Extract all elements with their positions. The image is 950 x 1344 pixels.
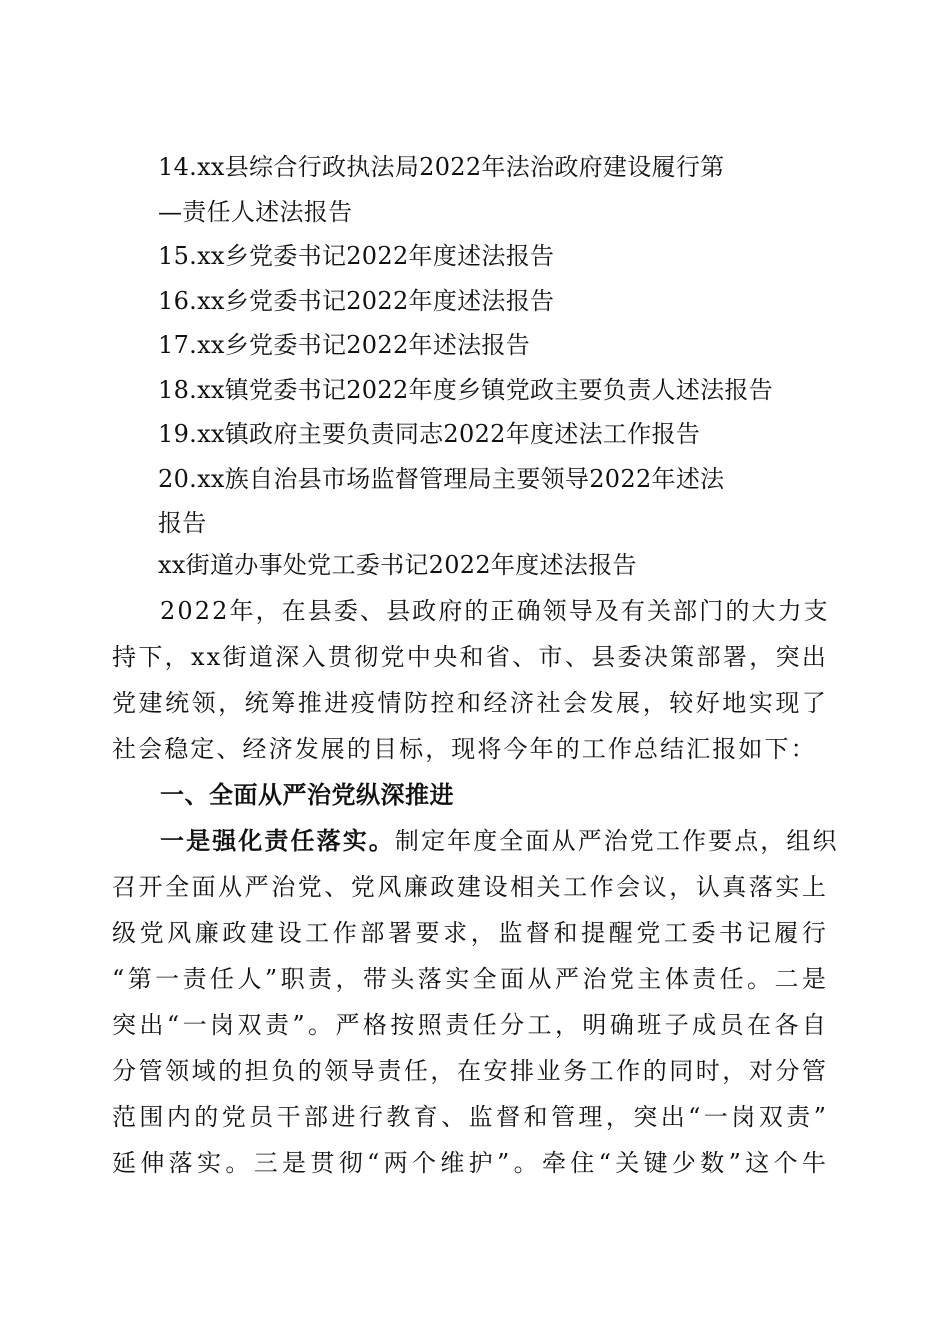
paragraph-line: 党建统领，统筹推进疫情防控和经济社会发展，较好地实现了 (112, 689, 828, 717)
paragraph-line: 延伸落实。三是贯彻“两个维护”。牵住“关键少数”这个牛 (112, 1149, 828, 1177)
list-item: 16.xx乡党委书记2022年度述法报告 (158, 286, 555, 315)
intro-paragraph (112, 588, 828, 772)
paragraph-line: 持下，xx街道深入贯彻党中央和省、市、县委决策部署，突出 (112, 643, 828, 671)
paragraph-line: 召开全面从严治党、党风廉政建设相关工作会议，认真落实上 (112, 873, 828, 901)
list-item: 15.xx乡党委书记2022年度述法报告 (158, 242, 555, 270)
section-paragraph (112, 818, 839, 1186)
paragraph-line: 突出“一岗双责”。严格按照责任分工，明确班子成员在各自 (112, 1011, 828, 1039)
list-item: 17.xx乡党委书记2022年述法报告 (158, 331, 531, 359)
report-list (158, 145, 838, 546)
paragraph-line: 范围内的党员干部进行教育、监督和管理，突出“一岗双责” (112, 1103, 828, 1131)
paragraph-line: “第一责任人”职责，带头落实全面从严治党主体责任。二是 (112, 965, 828, 993)
paragraph-line: 社会稳定、经济发展的目标，现将今年的工作总结汇报如下： (112, 735, 817, 763)
paragraph-text: 制定年度全面从严治党工作要点，组织 (394, 827, 839, 855)
list-item: 20.xx族自治县市场监督管理局主要领导2022年述法 (158, 464, 725, 493)
paragraph-line: 2022年，在县委、县政府的正确领导及有关部门的大力支 (160, 597, 830, 625)
section-heading: 一、全面从严治党纵深推进 (160, 781, 454, 809)
list-item-continuation: 报告 (158, 509, 207, 537)
list-item: 18.xx镇党委书记2022年度乡镇党政主要负责人述法报告 (158, 375, 774, 404)
paragraph-line: 分管领域的担负的领导责任，在安排业务工作的同时，对分管 (112, 1057, 828, 1085)
list-item: 14.xx县综合行政执法局2022年法治政府建设履行第 (158, 153, 725, 181)
list-item-continuation: —责任人述法报告 (158, 197, 353, 226)
paragraph-line (112, 818, 839, 864)
list-item: 19.xx镇政府主要负责同志2022年度述法工作报告 (158, 420, 701, 448)
paragraph-lead: 一是强化责任落实。 (160, 827, 395, 855)
document-body (112, 588, 839, 1186)
paragraph-line: 级党风廉政建设工作部署要求，监督和提醒党工委书记履行 (112, 919, 828, 947)
document-title: xx街道办事处党工委书记2022年度述法报告 (158, 551, 637, 579)
